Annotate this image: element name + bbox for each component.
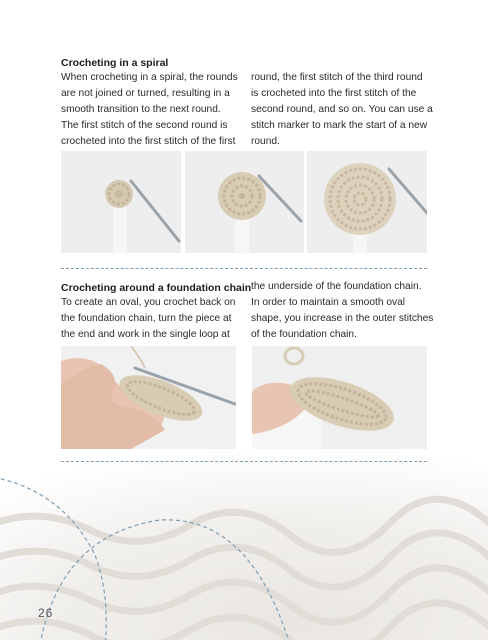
dashed-divider	[61, 268, 427, 269]
section-heading-spiral: Crocheting in a spiral	[61, 57, 169, 69]
text-line: the end and work in the single loop at	[61, 329, 230, 340]
photo-spiral-step-1	[61, 151, 181, 253]
text-line: The first stitch of the second round is	[61, 120, 228, 131]
dashed-divider	[61, 461, 427, 462]
text-line: are not joined or turned, resulting in a	[61, 88, 230, 99]
text-line: the foundation chain, turn the piece at	[61, 313, 232, 324]
text-line: To create an oval, you crochet back on	[61, 297, 236, 308]
text-line: stitch marker to mark the start of a new	[251, 120, 428, 131]
page-number: 26	[38, 606, 54, 620]
section-heading-foundation-chain: Crocheting around a foundation chain	[61, 282, 252, 294]
photo-spiral-step-3	[307, 151, 427, 253]
text-line: round.	[251, 136, 280, 147]
text-line: In order to maintain a smooth oval	[251, 297, 406, 308]
text-line: second round, and so on. You can use a	[251, 104, 433, 115]
text-line: the underside of the foundation chain.	[251, 281, 422, 292]
photo-oval-with-hook	[61, 346, 236, 449]
text-line: of the foundation chain.	[251, 329, 357, 340]
text-line: smooth transition to the next round.	[61, 104, 221, 115]
text-line: is crocheted into the first stitch of the	[251, 88, 417, 99]
text-line: When crocheting in a spiral, the rounds	[61, 72, 238, 83]
section1-right-column	[251, 70, 433, 150]
background-knit-decoration	[0, 445, 488, 640]
text-line: shape, you increase in the outer stitches	[251, 313, 434, 324]
photo-finished-oval	[252, 346, 427, 449]
text-line: round, the first stitch of the third round	[251, 72, 423, 83]
photo-spiral-step-2	[185, 151, 304, 253]
section2-right-column	[251, 279, 433, 343]
text-line: crocheted into the first stitch of the first	[61, 136, 236, 147]
section2-left-column	[61, 295, 235, 343]
section1-left-column	[61, 70, 238, 150]
